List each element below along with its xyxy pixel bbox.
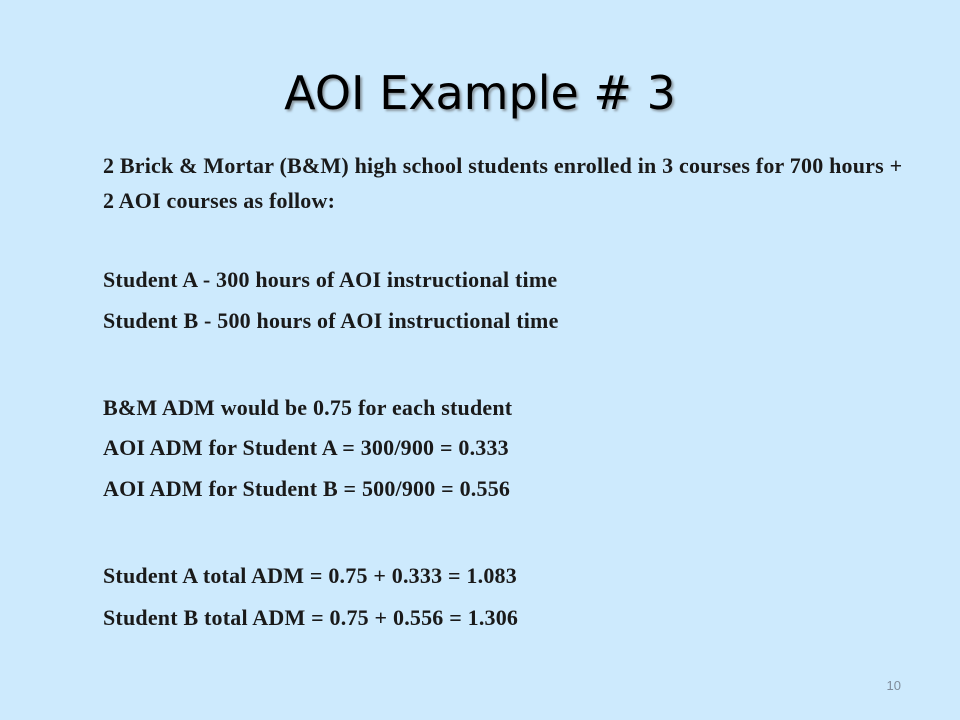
- student-a-hours: Student A - 300 hours of AOI instructional time: [103, 267, 558, 292]
- aoi-adm-student-b: AOI ADM for Student B = 500/900 = 0.556: [103, 476, 511, 501]
- total-adm-student-a: Student A total ADM = 0.75 + 0.333 = 1.083: [103, 563, 517, 588]
- aoi-adm-student-a: AOI ADM for Student A = 300/900 = 0.333: [103, 435, 509, 460]
- bm-adm-line: B&M ADM would be 0.75 for each student: [103, 395, 513, 420]
- student-b-hours: Student B - 500 hours of AOI instructional time: [103, 308, 559, 333]
- intro-text: 2 Brick & Mortar (B&M) high school students enrolled in 3 courses for 700 hours + 2 AOI courses as follow:: [103, 153, 903, 213]
- total-adm-student-b: Student B total ADM = 0.75 + 0.556 = 1.306: [103, 605, 519, 630]
- page-number: 10: [886, 678, 901, 693]
- slide-title: AOI Example # 3: [284, 66, 676, 120]
